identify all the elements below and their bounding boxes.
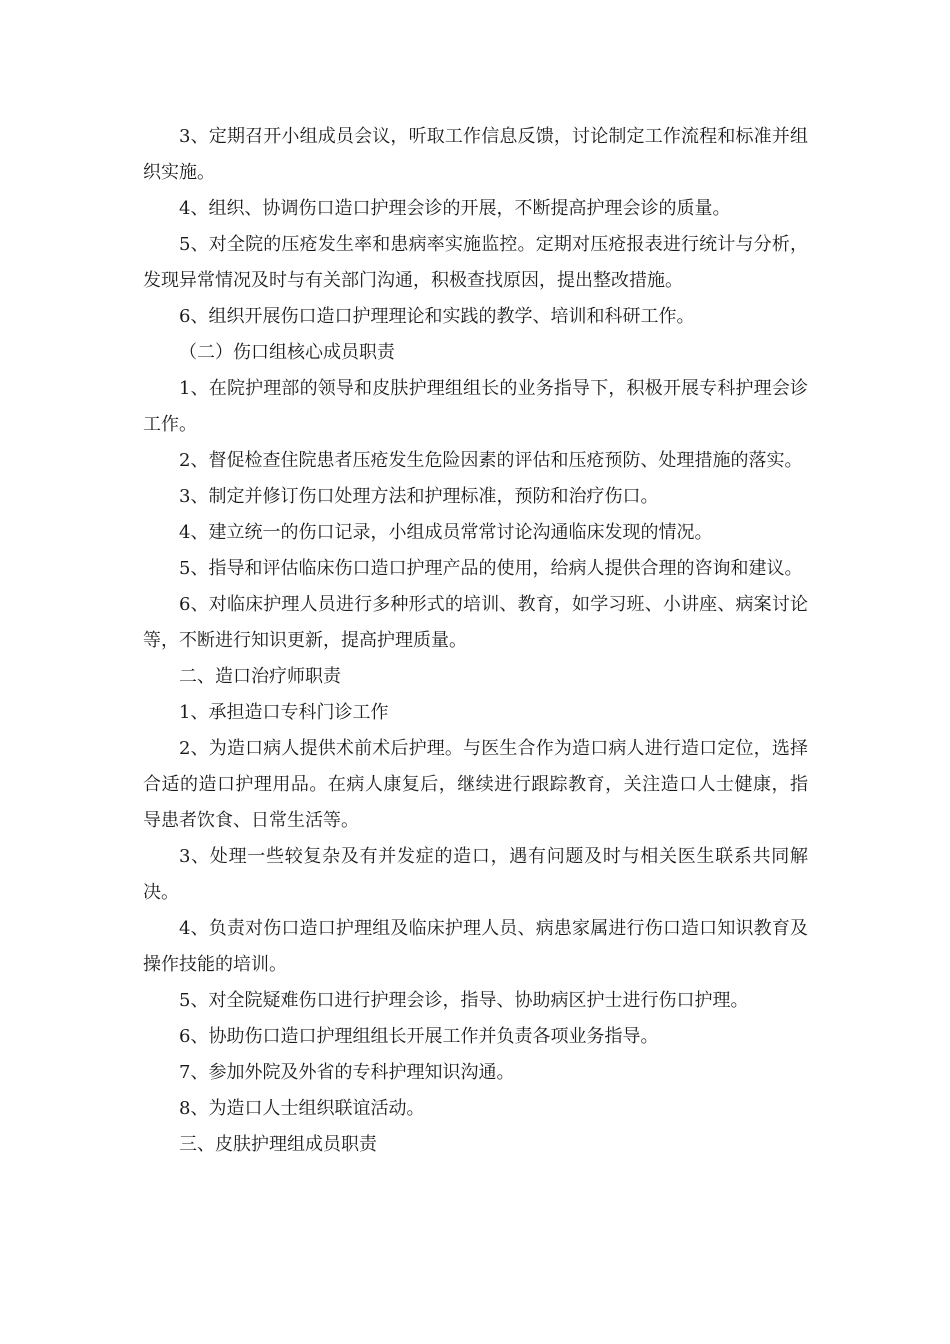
paragraph-core-2: 2、督促检查住院患者压疮发生危险因素的评估和压疮预防、处理措施的落实。 [179, 450, 803, 471]
paragraph-duty-5: 5、对全院的压疮发生率和患病率实施监控。定期对压疮报表进行统计与分析，发现异常情况及时与有关部门沟通，积极查找原因，提出整改措施。 [143, 234, 808, 291]
paragraph-core-4: 4、建立统一的伤口记录，小组成员常常讨论沟通临床发现的情况。 [179, 522, 713, 543]
paragraph-core-6: 6、对临床护理人员进行多种形式的培训、教育，如学习班、小讲座、病案讨论等，不断进行知识更新，提高护理质量。 [143, 594, 808, 651]
paragraph-core-3: 3、制定并修订伤口处理方法和护理标准，预防和治疗伤口。 [179, 486, 659, 507]
section-heading-stoma-therapist: 二、造口治疗师职责 [179, 666, 341, 687]
paragraph-stoma-8: 8、为造口人士组织联谊活动。 [179, 1098, 425, 1119]
paragraph-core-5: 5、指导和评估临床伤口造口护理产品的使用，给病人提供合理的咨询和建议。 [179, 558, 803, 579]
paragraph-stoma-5: 5、对全院疑难伤口进行护理会诊，指导、协助病区护士进行伤口护理。 [179, 990, 749, 1011]
paragraph-stoma-6: 6、协助伤口造口护理组组长开展工作并负责各项业务指导。 [179, 1026, 659, 1047]
document-body [143, 119, 808, 1163]
paragraph-stoma-3: 3、处理一些较复杂及有并发症的造口，遇有问题及时与相关医生联系共同解决。 [143, 846, 808, 903]
paragraph-duty-6: 6、组织开展伤口造口护理理论和实践的教学、培训和科研工作。 [179, 306, 695, 327]
paragraph-duty-4: 4、组织、协调伤口造口护理会诊的开展，不断提高护理会诊的质量。 [179, 198, 731, 219]
section-heading-skin-care: 三、皮肤护理组成员职责 [179, 1134, 377, 1155]
paragraph-stoma-4: 4、负责对伤口造口护理组及临床护理人员、病患家属进行伤口造口知识教育及操作技能的培训。 [143, 918, 808, 975]
paragraph-core-1: 1、在院护理部的领导和皮肤护理组组长的业务指导下，积极开展专科护理会诊工作。 [143, 378, 808, 435]
paragraph-stoma-2: 2、为造口病人提供术前术后护理。与医生合作为造口病人进行造口定位，选择合适的造口护理用品。在病人康复后，继续进行跟踪教育，关注造口人士健康，指导患者饮食、日常生活等。 [143, 738, 808, 831]
paragraph-duty-3: 3、定期召开小组成员会议，听取工作信息反馈，讨论制定工作流程和标准并组织实施。 [143, 126, 808, 183]
section-heading-wound-core: （二）伤口组核心成员职责 [179, 342, 395, 363]
paragraph-stoma-1: 1、承担造口专科门诊工作 [179, 702, 389, 723]
paragraph-stoma-7: 7、参加外院及外省的专科护理知识沟通。 [179, 1062, 515, 1083]
